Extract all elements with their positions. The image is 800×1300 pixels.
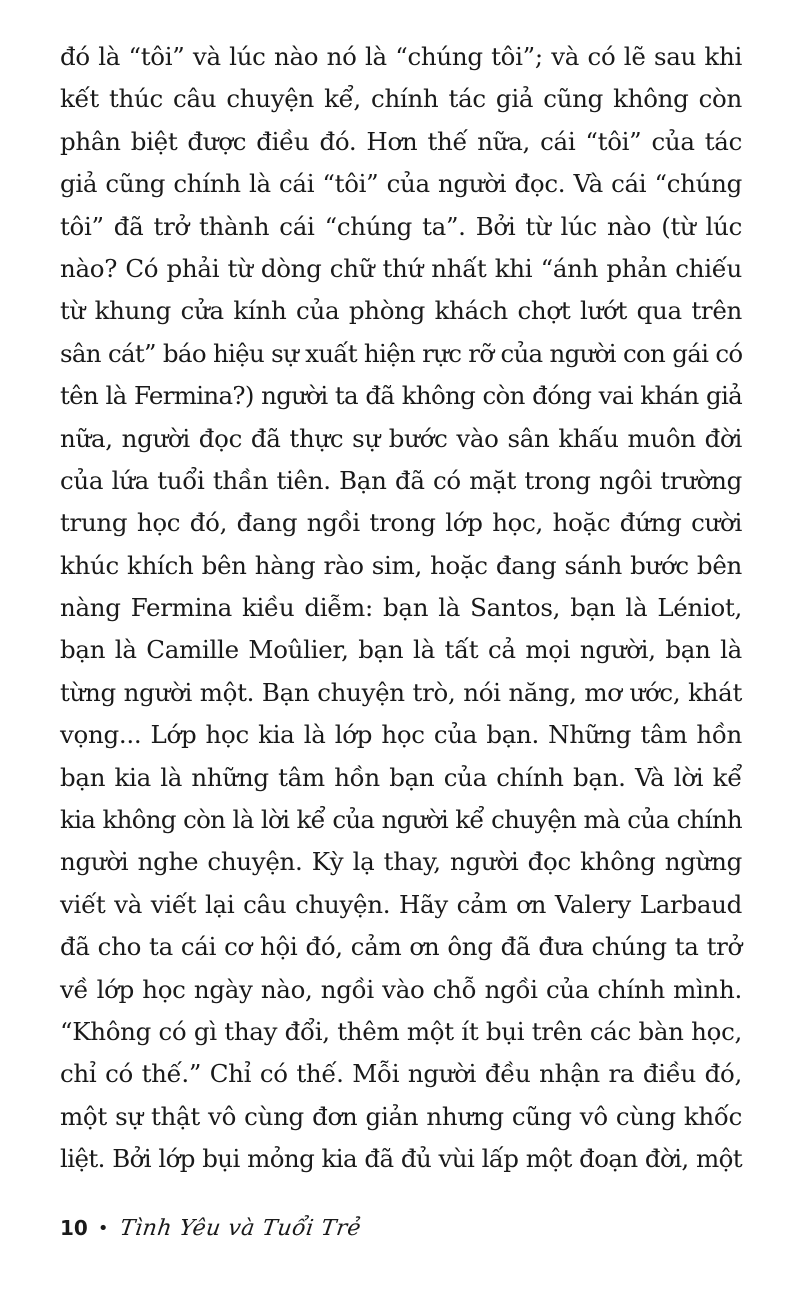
text-line: viết và viết lại câu chuyện. Hãy cảm ơn Valery Larbaud <box>60 889 742 919</box>
text-line: của lứa tuổi thần tiên. Bạn đã có mặt trong ngôi trường <box>60 465 742 495</box>
text-line: nữa, người đọc đã thực sự bước vào sân khấu muôn đời <box>60 423 742 453</box>
text-line: đã cho ta cái cơ hội đó, cảm ơn ông đã đưa chúng ta trở <box>60 932 742 962</box>
text-line: tôi” đã trở thành cái “chúng ta”. Bởi từ lúc nào (từ lúc <box>60 211 742 241</box>
text-line: chỉ có thế.” Chỉ có thế. Mỗi người đều nhận ra điều đó, <box>60 1059 742 1089</box>
text-line: tên là Fermina?) người ta đã không còn đóng vai khán giả <box>60 381 742 411</box>
text-line: bạn là Camille Moûlier, bạn là tất cả mọi người, bạn là <box>60 635 742 665</box>
text-line: liệt. Bởi lớp bụi mỏng kia đã đủ vùi lấp một đoạn đời, một <box>60 1144 742 1174</box>
text-line: người nghe chuyện. Kỳ lạ thay, người đọc không ngừng <box>60 847 742 877</box>
text-line: “Không có gì thay đổi, thêm một ít bụi trên các bàn học, <box>60 1016 742 1046</box>
page-number: 10 <box>60 1216 88 1240</box>
text-line: vọng... Lớp học kia là lớp học của bạn. Những tâm hồn <box>60 720 742 750</box>
text-line: về lớp học ngày nào, ngồi vào chỗ ngồi của chính mình. <box>60 974 742 1004</box>
text-line: đó là “tôi” và lúc nào nó là “chúng tôi”; và có lẽ sau khi <box>60 42 742 71</box>
text-line: giả cũng chính là cái “tôi” của người đọc. Và cái “chúng <box>60 169 742 199</box>
text-line: kết thúc câu chuyện kể, chính tác giả cũng không còn <box>60 84 742 114</box>
text-line: sân cát” báo hiệu sự xuất hiện rực rỡ của người con gái có <box>60 338 743 368</box>
text-line: nàng Fermina kiều diễm: bạn là Santos, bạn là Léniot, <box>60 593 742 623</box>
bullet-separator: • <box>97 1217 109 1239</box>
text-line: từng người một. Bạn chuyện trò, nói năng, mơ ước, khát <box>60 677 742 707</box>
text-line: trung học đó, đang ngồi trong lớp học, hoặc đứng cười <box>60 508 742 538</box>
text-line: từ khung cửa kính của phòng khách chợt lướt qua trên <box>60 296 742 326</box>
book-title: Tình Yêu và Tuổi Trẻ <box>118 1215 364 1241</box>
body-text <box>60 36 742 1181</box>
text-line: nào? Có phải từ dòng chữ thứ nhất khi “ánh phản chiếu <box>60 253 742 283</box>
text-line: kia không còn là lời kể của người kể chuyện mà của chính <box>60 805 742 835</box>
page-footer <box>60 1208 364 1248</box>
text-line: bạn kia là những tâm hồn bạn của chính bạn. Và lời kể <box>60 762 742 792</box>
text-line: khúc khích bên hàng rào sim, hoặc đang sánh bước bên <box>60 550 742 580</box>
text-line: một sự thật vô cùng đơn giản nhưng cũng vô cùng khốc <box>60 1101 742 1131</box>
text-line: phân biệt được điều đó. Hơn thế nữa, cái “tôi” của tác <box>60 126 742 156</box>
